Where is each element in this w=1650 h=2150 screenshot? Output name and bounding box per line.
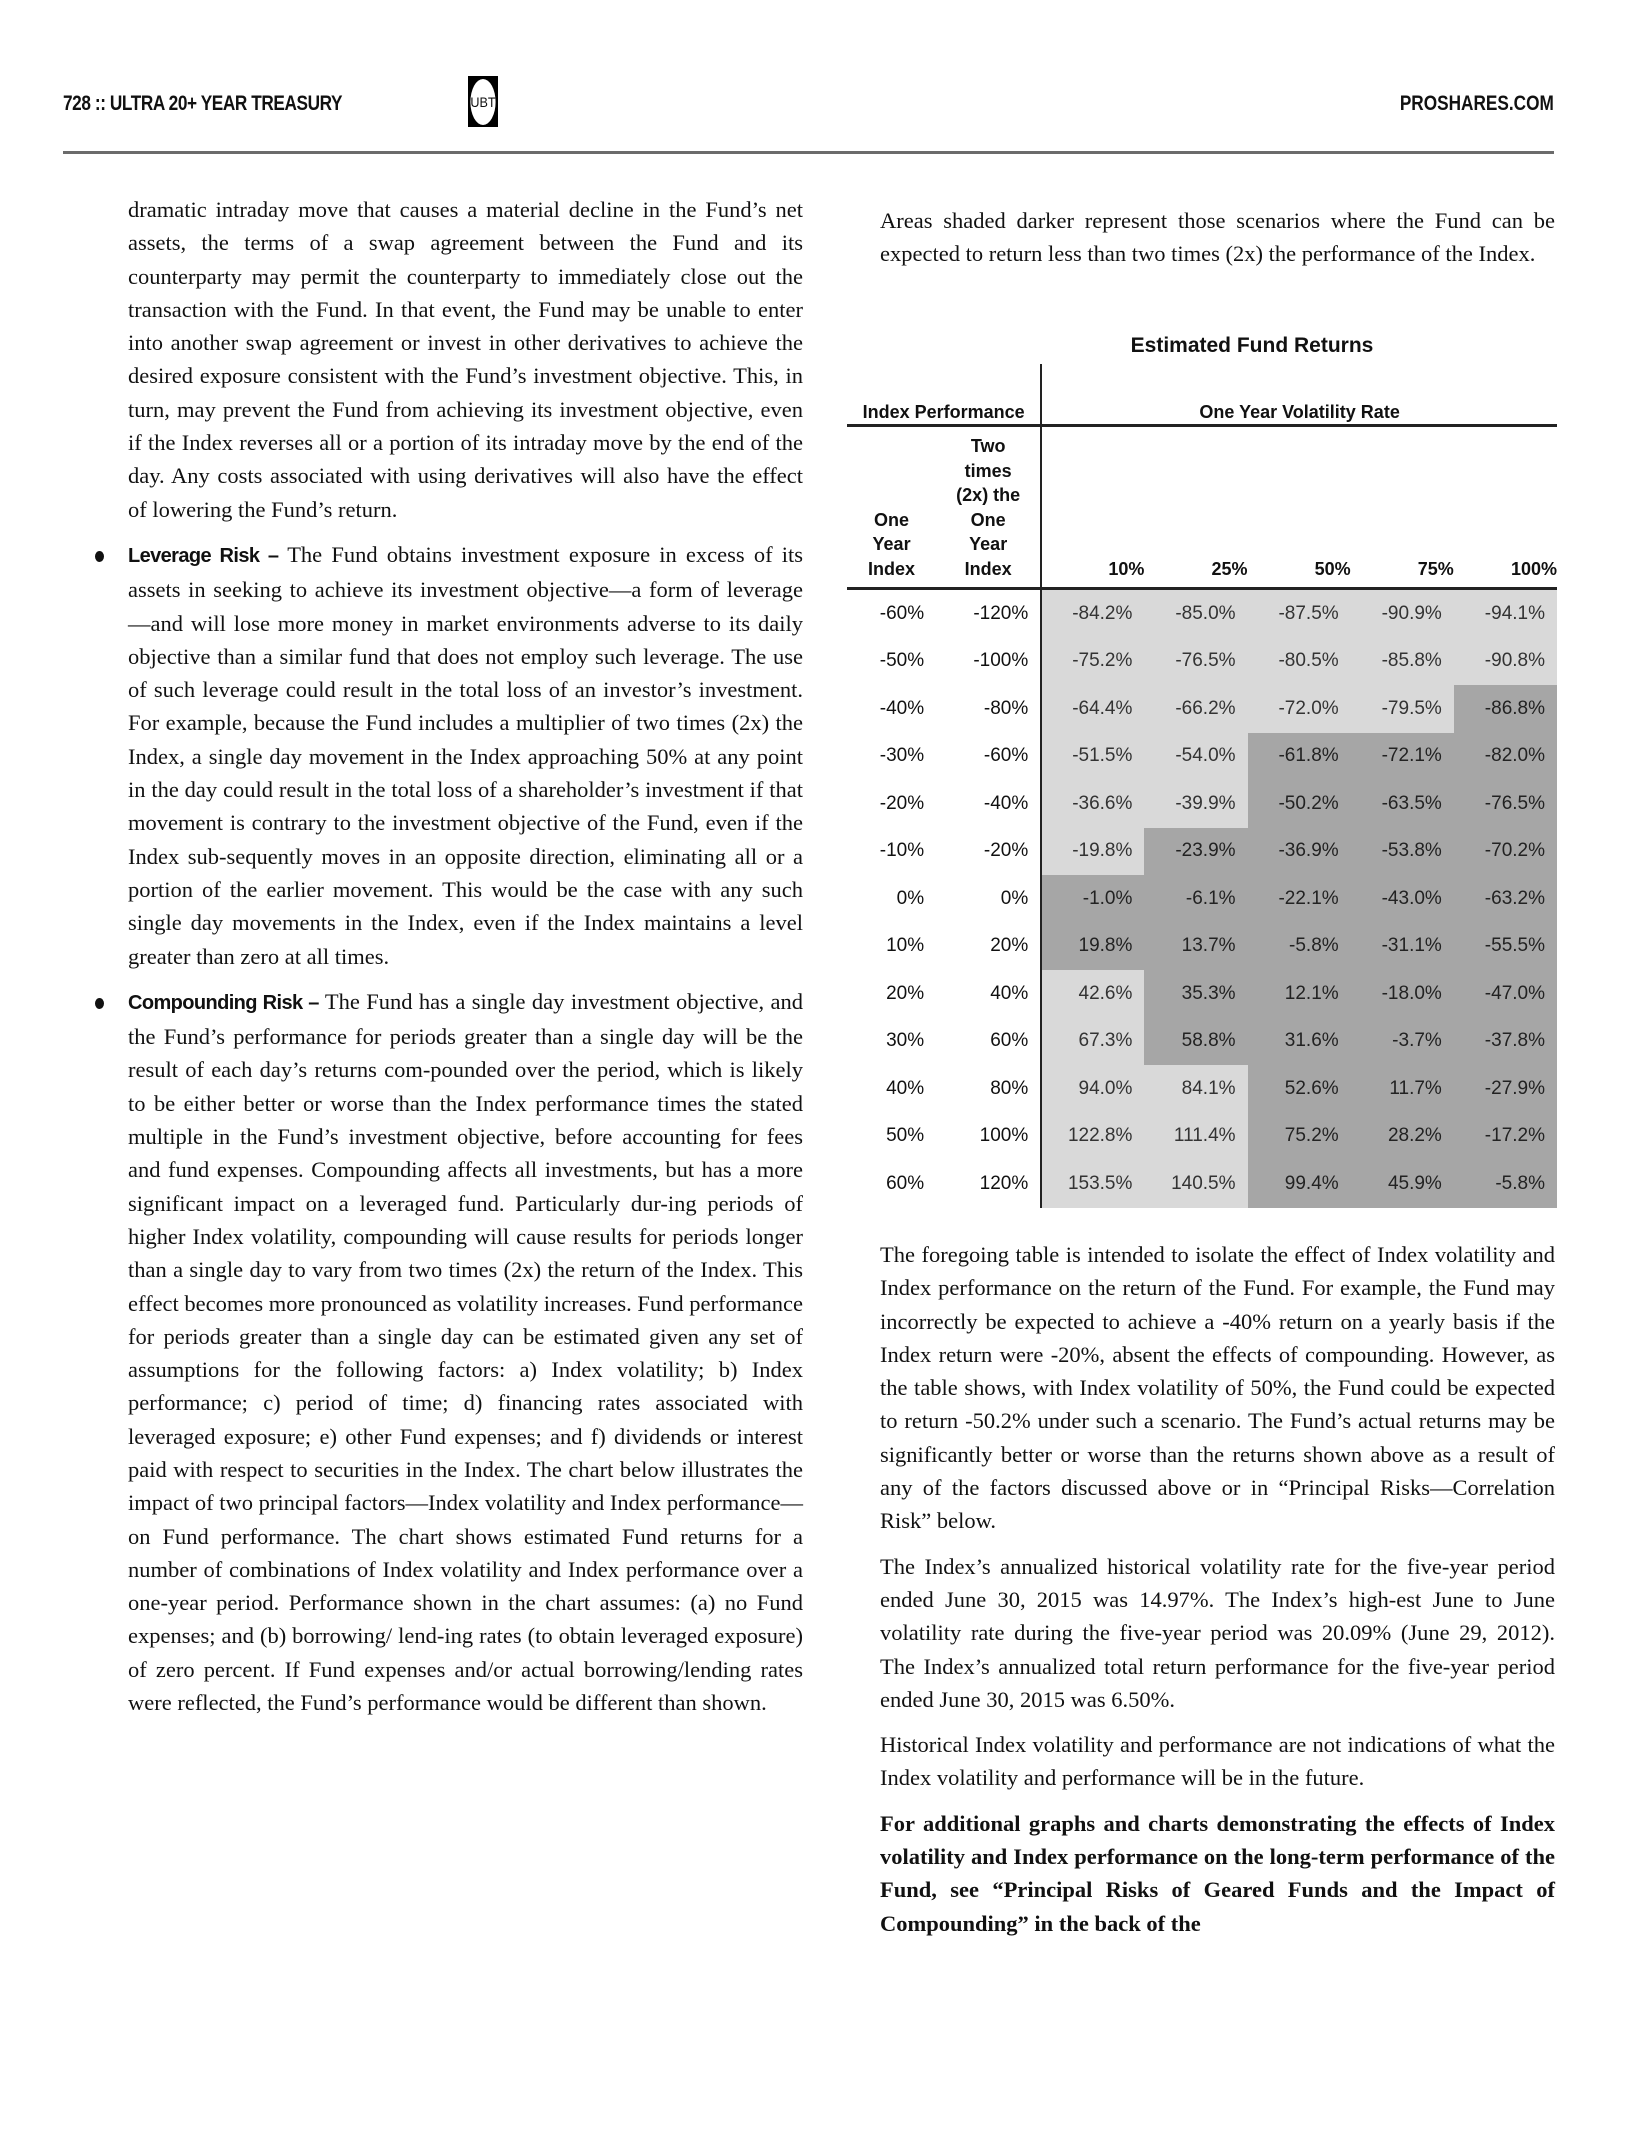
cell-estimated-return: 11.7% — [1351, 1065, 1454, 1113]
cell-estimated-return: -19.8% — [1041, 828, 1144, 876]
cell-estimated-return: -70.2% — [1454, 828, 1557, 876]
cell-estimated-return: -31.1% — [1351, 923, 1454, 971]
cell-index: 30% — [886, 1030, 925, 1052]
group-header-index-performance: Index Performance — [847, 364, 1041, 426]
cell-index: 50% — [886, 1125, 925, 1147]
cell-two-x-index: -80% — [983, 697, 1029, 719]
header-line: (2x) the — [956, 485, 1021, 505]
paragraph-table-explanation: The foregoing table is intended to isolate the effect of Index volatility and Index performance on the return of the Fund. For example, the Fund may incorrectly be expected to achieve a -40% return on a yearly basis if the Index return were -20%, absent the effects of compounding. However, as the table shows, with Index volatility of 50%, the Fund could be expected to return -50.2% under such a scenario. The Fund’s actual returns may be significantly better or worse than the returns shown above as a result of any of the factors discussed above or in “Principal Risks—Correlation Risk” below. — [880, 1242, 1555, 1534]
table-row — [847, 685, 1557, 733]
cell-estimated-return: -76.5% — [1454, 780, 1557, 828]
cell-estimated-return: -3.7% — [1351, 1018, 1454, 1066]
cell-estimated-return: -27.9% — [1454, 1065, 1557, 1113]
cell-estimated-return: -17.2% — [1454, 1113, 1557, 1161]
cell-index: -30% — [879, 745, 925, 767]
ticker-badge — [468, 76, 498, 127]
header-line: times — [964, 460, 1012, 481]
table-row — [847, 589, 1557, 638]
paragraph-historical-volatility: The Index’s annualized historical volatility rate for the five-year period ended June 30, 2015 was 14.97%. The Index’s high-est June to June volatility rate during the five-year period was 20.09% (June 29, 2012). The Index’s annualized total return performance for the five-year period ended June 30, 2015 was 6.50%. — [880, 1553, 1555, 1712]
cell-estimated-return: -61.8% — [1248, 733, 1351, 781]
right-column-note — [880, 204, 1555, 271]
paragraph-additional-graphs: For additional graphs and charts demonstrating the effects of Index volatility and Index performance on the long-term performance of the Fund, see “Principal Risks of Geared Funds and the Impact of Compounding” in the back of the — [880, 1810, 1555, 1936]
header-line: Index — [868, 558, 916, 579]
cell-estimated-return: -90.8% — [1454, 638, 1557, 686]
bullet-text: The Fund obtains investment exposure in excess of its assets in seeking to achieve its investment objective—a form of leverage—and will lose more money in market environments adverse to its daily objective than a similar fund that does not employ such leverage. The use of such leverage could result in the total loss of an investor’s investment. For example, because the Fund includes a multiplier of two times (2x) the Index, a single day movement in the Index approaching 50% at any point in the day could result in the total loss of a shareholder’s investment if that movement is contrary to the investment objective of the Fund, even if the Index sub-sequently moves in an opposite direction, eliminating all or a portion of the earlier movement. This would be the case with any such single day movements in the Index, even if the Index maintains a level greater than zero at all times. — [128, 541, 803, 969]
table-row — [847, 733, 1557, 781]
column-header-two-times — [936, 426, 1041, 589]
ticker-badge-text: UBT — [470, 79, 495, 125]
cell-estimated-return: -85.8% — [1351, 638, 1454, 686]
cell-estimated-return: -72.0% — [1248, 685, 1351, 733]
cell-estimated-return: -79.5% — [1351, 685, 1454, 733]
cell-index: -10% — [879, 840, 925, 862]
cell-two-x-index: 100% — [979, 1125, 1029, 1147]
table-body — [847, 589, 1557, 1208]
cell-index: 20% — [886, 982, 925, 1004]
cell-estimated-return: -86.8% — [1454, 685, 1557, 733]
column-header-vol: 50% — [1248, 426, 1351, 589]
cell-estimated-return: -80.5% — [1248, 638, 1351, 686]
cell-estimated-return: -90.9% — [1351, 589, 1454, 638]
cell-two-x-index: -100% — [973, 650, 1029, 672]
cell-index: 10% — [886, 935, 925, 957]
cell-estimated-return: 58.8% — [1144, 1018, 1247, 1066]
cell-estimated-return: 45.9% — [1351, 1160, 1454, 1208]
cell-estimated-return: 111.4% — [1144, 1113, 1247, 1161]
page-label: 728 :: ULTRA 20+ YEAR TREASURY — [63, 92, 343, 115]
cell-estimated-return: -64.4% — [1041, 685, 1144, 733]
column-header-vol: 100% — [1454, 426, 1557, 589]
cell-estimated-return: -37.8% — [1454, 1018, 1557, 1066]
table-row — [847, 875, 1557, 923]
right-column-body — [880, 1238, 1555, 1940]
cell-estimated-return: 140.5% — [1144, 1160, 1247, 1208]
table-row — [847, 970, 1557, 1018]
cell-two-x-index: 40% — [990, 982, 1029, 1004]
cell-estimated-return: 52.6% — [1248, 1065, 1351, 1113]
cell-estimated-return: -63.5% — [1351, 780, 1454, 828]
cell-estimated-return: -5.8% — [1248, 923, 1351, 971]
header-line: One — [970, 509, 1006, 530]
bullet-lead: Compounding Risk – — [128, 991, 319, 1014]
cell-estimated-return: -54.0% — [1144, 733, 1247, 781]
cell-estimated-return: -23.9% — [1144, 828, 1247, 876]
cell-estimated-return: -39.9% — [1144, 780, 1247, 828]
cell-estimated-return: 122.8% — [1041, 1113, 1144, 1161]
bullet-text: The Fund has a single day investment objective, and the Fund’s performance for periods greater than a single day will be the result of each day’s returns com-pounded over the period, which is likely to be either better or worse than the Index performance times the stated multiple in the Fund’s investment objective, before accounting for fees and fund expenses. Compounding affects all investments, but has a more significant impact on a leveraged fund. Particularly dur-ing periods of higher Index volatility, compounding will cause results for periods longer than a single day to vary from two times (2x) the return of the Index. This effect becomes more pronounced as volatility increases. Fund performance for periods greater than a single day can be estimated given any set of assumptions for the following factors: a) Index volatility; b) Index performance; c) period of time; d) financing rates associated with leveraged exposure; e) other Fund expenses; and f) dividends or interest paid with respect to securities in the Index. The chart below illustrates the impact of two principal factors—Index volatility and Index performance—on Fund performance. The chart shows estimated Fund returns for a number of combinations of Index volatility and Index performance over a one-year period. Performance shown in the chart assumes: (a) no Fund expenses; and (b) borrowing/ lend-ing rates (to obtain leveraged exposure) of zero percent. If Fund expenses and/or actual borrowing/lending rates were reflected, the Fund’s performance would be different than shown. — [128, 988, 804, 1716]
table-row — [847, 1065, 1557, 1113]
cell-index: 60% — [886, 1172, 925, 1194]
table-row — [847, 638, 1557, 686]
cell-estimated-return: -47.0% — [1454, 970, 1557, 1018]
cell-estimated-return: 35.3% — [1144, 970, 1247, 1018]
cell-estimated-return: 28.2% — [1351, 1113, 1454, 1161]
bullet-lead: Leverage Risk – — [128, 544, 279, 567]
cell-estimated-return: -87.5% — [1248, 589, 1351, 638]
cell-two-x-index: -40% — [983, 792, 1029, 814]
bullet-icon — [95, 998, 104, 1009]
cell-index: -20% — [879, 792, 925, 814]
header-line: Year — [969, 534, 1008, 554]
cell-estimated-return: 67.3% — [1041, 1018, 1144, 1066]
cell-estimated-return: -82.0% — [1454, 733, 1557, 781]
estimated-fund-returns-table — [847, 328, 1557, 1208]
cell-index: -40% — [879, 697, 925, 719]
cell-estimated-return: 84.1% — [1144, 1065, 1247, 1113]
cell-estimated-return: -6.1% — [1144, 875, 1247, 923]
cell-estimated-return: 12.1% — [1248, 970, 1351, 1018]
cell-estimated-return: -55.5% — [1454, 923, 1557, 971]
column-header-vol: 10% — [1041, 426, 1144, 589]
cell-estimated-return: 13.7% — [1144, 923, 1247, 971]
cell-estimated-return: -36.9% — [1248, 828, 1351, 876]
left-column — [128, 193, 803, 1719]
table-row — [847, 1160, 1557, 1208]
cell-estimated-return: -22.1% — [1248, 875, 1351, 923]
cell-estimated-return: -76.5% — [1144, 638, 1247, 686]
bullet-icon — [95, 551, 104, 562]
cell-estimated-return: -85.0% — [1144, 589, 1247, 638]
bullet-compounding-risk — [128, 985, 803, 1720]
cell-estimated-return: -43.0% — [1351, 875, 1454, 923]
shading-note: Areas shaded darker represent those scenarios where the Fund can be expected to return less than two times (2x) the performance of the Index. — [880, 208, 1555, 267]
header-line: Index — [964, 558, 1012, 579]
cell-estimated-return: -5.8% — [1454, 1160, 1557, 1208]
cell-index: 0% — [896, 887, 925, 909]
cell-two-x-index: 60% — [990, 1030, 1029, 1052]
cell-index: -50% — [879, 650, 925, 672]
header-line: Two — [970, 436, 1006, 456]
cell-estimated-return: -53.8% — [1351, 828, 1454, 876]
cell-estimated-return: 19.8% — [1041, 923, 1144, 971]
bullet-leverage-risk — [128, 538, 803, 973]
cell-two-x-index: -20% — [983, 840, 1029, 862]
column-header-vol: 75% — [1351, 426, 1454, 589]
cell-estimated-return: -75.2% — [1041, 638, 1144, 686]
table-row — [847, 1018, 1557, 1066]
group-header-volatility: One Year Volatility Rate — [1041, 364, 1557, 426]
cell-estimated-return: 153.5% — [1041, 1160, 1144, 1208]
paragraph-disclaimer: Historical Index volatility and performance are not indications of what the Index volatility and performance will be in the future. — [880, 1732, 1555, 1791]
returns-table — [847, 364, 1557, 1208]
page-header — [63, 84, 1554, 144]
table-row — [847, 923, 1557, 971]
column-header-one-year-index — [847, 426, 936, 589]
header-line: One — [874, 509, 910, 530]
cell-estimated-return: -94.1% — [1454, 589, 1557, 638]
table-row — [847, 1113, 1557, 1161]
column-header-vol: 25% — [1144, 426, 1247, 589]
cell-estimated-return: 99.4% — [1248, 1160, 1351, 1208]
cell-index: 40% — [886, 1077, 925, 1099]
cell-estimated-return: -84.2% — [1041, 589, 1144, 638]
cell-estimated-return: 94.0% — [1041, 1065, 1144, 1113]
table-row — [847, 780, 1557, 828]
cell-two-x-index: 120% — [979, 1172, 1029, 1194]
table-row — [847, 828, 1557, 876]
cell-estimated-return: -36.6% — [1041, 780, 1144, 828]
cell-estimated-return: 75.2% — [1248, 1113, 1351, 1161]
cell-estimated-return: 31.6% — [1248, 1018, 1351, 1066]
intro-paragraph: dramatic intraday move that causes a material decline in the Fund’s net assets, the terms of a swap agreement between the Fund and its counterparty may permit the counterparty to immediately close out the transaction with the Fund. In that event, the Fund may be unable to enter into another swap agreement or invest in other derivatives to achieve the desired exposure consistent with the Fund’s investment objective. This, in turn, may prevent the Fund from achieving its investment objective, even if the Index reverses all or a portion of its intraday move by the end of the day. Any costs associated with using derivatives will also have the effect of lowering the Fund’s return. — [128, 197, 803, 522]
header-line: Year — [872, 534, 911, 554]
cell-two-x-index: 0% — [1000, 887, 1029, 909]
cell-two-x-index: -60% — [983, 745, 1029, 767]
cell-estimated-return: -18.0% — [1351, 970, 1454, 1018]
cell-estimated-return: -63.2% — [1454, 875, 1557, 923]
cell-estimated-return: -66.2% — [1144, 685, 1247, 733]
header-divider — [63, 151, 1554, 154]
cell-index: -60% — [879, 602, 925, 624]
cell-estimated-return: -1.0% — [1041, 875, 1144, 923]
cell-two-x-index: 20% — [990, 935, 1029, 957]
cell-estimated-return: 42.6% — [1041, 970, 1144, 1018]
cell-estimated-return: -51.5% — [1041, 733, 1144, 781]
table-title: Estimated Fund Returns — [1130, 334, 1374, 357]
cell-estimated-return: -72.1% — [1351, 733, 1454, 781]
site-link[interactable]: PROSHARES.COM — [1399, 92, 1554, 115]
cell-two-x-index: 80% — [990, 1077, 1029, 1099]
cell-two-x-index: -120% — [973, 602, 1029, 624]
cell-estimated-return: -50.2% — [1248, 780, 1351, 828]
